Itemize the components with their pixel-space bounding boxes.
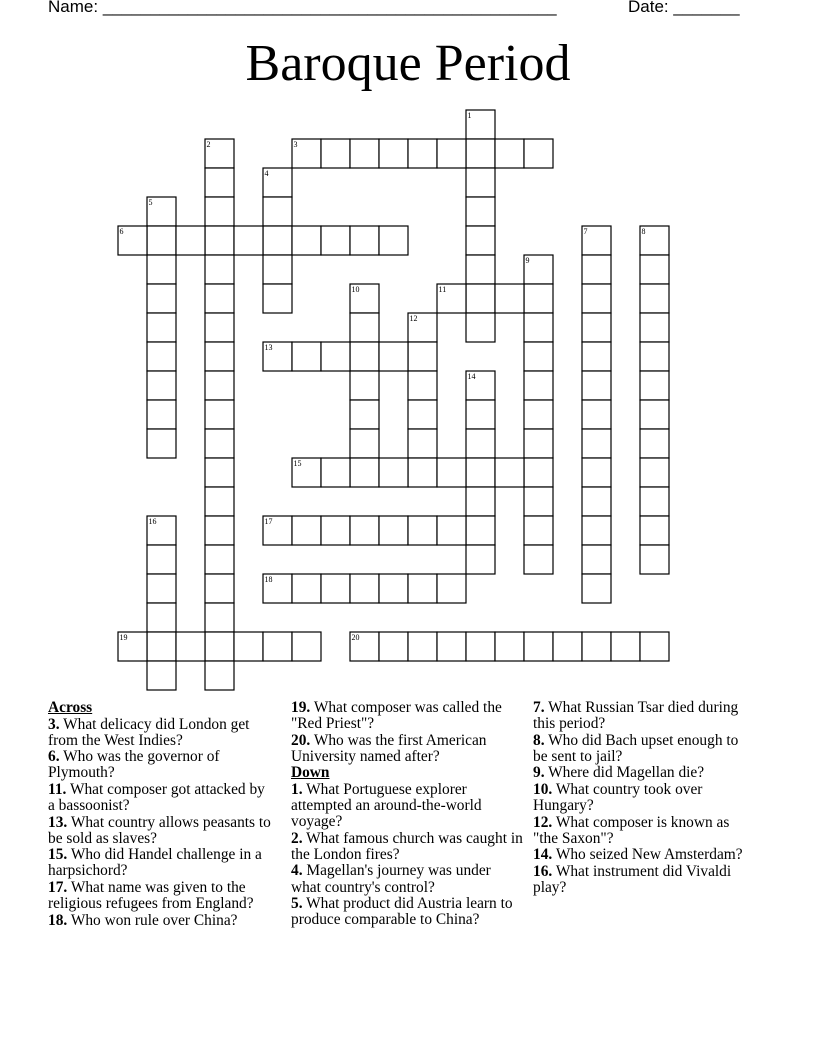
grid-cell[interactable] [263, 284, 292, 313]
grid-cell[interactable] [640, 632, 669, 661]
page-title: Baroque Period [245, 35, 571, 92]
grid-cell[interactable] [350, 458, 379, 487]
grid-cell[interactable] [437, 516, 466, 545]
grid-cell[interactable] [640, 400, 669, 429]
grid-cell[interactable] [524, 313, 553, 342]
grid-cell[interactable] [292, 574, 321, 603]
grid-cell[interactable] [350, 371, 379, 400]
clue-item [48, 815, 273, 847]
grid-cell[interactable] [437, 458, 466, 487]
grid-cell[interactable] [379, 342, 408, 371]
grid-cell[interactable] [147, 342, 176, 371]
grid-cell[interactable] [379, 574, 408, 603]
grid-cell[interactable] [205, 516, 234, 545]
grid-cell[interactable] [466, 313, 495, 342]
grid-cell[interactable] [205, 429, 234, 458]
grid-cell[interactable] [524, 371, 553, 400]
grid-cell[interactable] [437, 574, 466, 603]
clue-item [291, 700, 523, 732]
grid-cell[interactable] [582, 255, 611, 284]
grid-cell[interactable] [147, 429, 176, 458]
clue-item [48, 913, 273, 929]
clue-item [48, 717, 273, 749]
grid-cell[interactable] [466, 255, 495, 284]
grid-cell[interactable] [147, 284, 176, 313]
clue-item-text: Who seized New Amsterdam? [552, 846, 743, 864]
grid-cell[interactable] [234, 226, 263, 255]
grid-cell[interactable] [408, 371, 437, 400]
clue-item-number: 2. [291, 829, 303, 847]
clue-item [533, 765, 748, 781]
grid-cell[interactable] [640, 342, 669, 371]
grid-cell[interactable] [582, 574, 611, 603]
grid-cell[interactable] [524, 516, 553, 545]
clues-column-3 [533, 700, 748, 897]
grid-cell[interactable] [350, 400, 379, 429]
grid-cell[interactable] [321, 458, 350, 487]
clue-item-number: 10. [533, 780, 553, 798]
grid-cell[interactable] [263, 197, 292, 226]
grid-cell[interactable] [437, 632, 466, 661]
grid-cell[interactable] [582, 284, 611, 313]
clue-number: 13 [264, 343, 273, 352]
name-blank[interactable]: ________________________________________________ [102, 0, 557, 16]
grid-cell[interactable] [350, 139, 379, 168]
grid-cell[interactable] [582, 516, 611, 545]
clue-item-text: Who did Bach upset enough to be sent to jail? [533, 731, 739, 765]
clue-number: 1 [467, 111, 472, 120]
grid-cell[interactable] [640, 429, 669, 458]
grid-cell[interactable] [147, 661, 176, 690]
clue-item-number: 5. [291, 895, 303, 913]
grid-cell[interactable] [321, 516, 350, 545]
clue-item [48, 880, 273, 912]
clue-number: 11 [438, 285, 447, 294]
clue-item [291, 896, 523, 928]
grid-cell[interactable] [234, 632, 263, 661]
grid-cell[interactable] [350, 313, 379, 342]
clue-item-text: What product did Austria learn to produce comparable to China? [291, 895, 513, 929]
grid-cell[interactable] [379, 226, 408, 255]
clue-item [533, 733, 748, 765]
clue-item-text: What instrument did Vivaldi play? [533, 862, 732, 897]
grid-cell[interactable] [147, 255, 176, 284]
clue-item [48, 749, 273, 781]
clue-number: 4 [264, 169, 269, 178]
across-clue-list-2 [291, 700, 523, 765]
clue-item-text: Who was the first American University named after? [291, 731, 487, 765]
name-label: Name: [48, 0, 99, 16]
clue-number: 7 [583, 227, 588, 236]
grid-cell[interactable] [263, 226, 292, 255]
grid-cell[interactable] [466, 458, 495, 487]
grid-cell[interactable] [524, 342, 553, 371]
clue-number: 12 [409, 314, 418, 323]
grid-cell[interactable] [147, 371, 176, 400]
clue-item-number: 12. [533, 813, 553, 831]
clue-item-text: What famous church was caught in the London fires? [291, 829, 523, 863]
grid-cell[interactable] [466, 632, 495, 661]
clue-item-number: 20. [291, 731, 311, 749]
clue-item-text: What Russian Tsar died during this period? [533, 699, 739, 733]
grid-cell[interactable] [263, 255, 292, 284]
clue-item-text: What composer got attacked by a bassoonist? [48, 780, 265, 815]
grid-cell[interactable] [205, 226, 234, 255]
grid-cell[interactable] [640, 545, 669, 574]
clue-number: 16 [148, 517, 157, 526]
grid-cell[interactable] [466, 400, 495, 429]
clue-item [533, 815, 748, 847]
grid-cell[interactable] [640, 284, 669, 313]
clue-number: 18 [264, 575, 273, 584]
grid-cell[interactable] [205, 661, 234, 690]
clue-item [533, 864, 748, 896]
clue-item-number: 13. [48, 813, 68, 831]
grid-cell[interactable] [147, 313, 176, 342]
clue-item [291, 863, 523, 895]
grid-cell[interactable] [408, 574, 437, 603]
grid-cell[interactable] [582, 313, 611, 342]
grid-cell[interactable] [147, 545, 176, 574]
grid-cell[interactable] [582, 458, 611, 487]
grid-cell[interactable] [408, 139, 437, 168]
grid-cell[interactable] [524, 400, 553, 429]
grid-cell[interactable] [176, 632, 205, 661]
grid-cell[interactable] [321, 342, 350, 371]
grid-cell[interactable] [147, 632, 176, 661]
grid-cell[interactable] [582, 487, 611, 516]
clue-item-number: 6. [48, 748, 60, 766]
grid-cell[interactable] [524, 284, 553, 313]
clue-number: 14 [467, 372, 476, 381]
grid-cell[interactable] [524, 458, 553, 487]
grid-cell[interactable] [205, 632, 234, 661]
grid-cell[interactable] [205, 255, 234, 284]
grid-cell[interactable] [524, 429, 553, 458]
grid-cell[interactable] [408, 458, 437, 487]
grid-cell[interactable] [466, 516, 495, 545]
date-blank[interactable]: _______ [673, 0, 740, 16]
grid-cell[interactable] [495, 632, 524, 661]
grid-cell[interactable] [205, 400, 234, 429]
grid-cell[interactable] [205, 458, 234, 487]
clue-item-number: 9. [533, 764, 545, 782]
grid-cell[interactable] [495, 458, 524, 487]
down-clue-list-1 [291, 782, 523, 928]
grid-cell[interactable] [466, 197, 495, 226]
across-clue-list-1 [48, 717, 273, 929]
grid-cell[interactable] [524, 487, 553, 516]
clue-item-number: 14. [533, 846, 553, 864]
grid-cell[interactable] [147, 400, 176, 429]
grid-cell[interactable] [205, 545, 234, 574]
grid-cell[interactable] [205, 574, 234, 603]
grid-cell[interactable] [205, 603, 234, 632]
grid-cell[interactable] [379, 458, 408, 487]
grid-cell[interactable] [466, 429, 495, 458]
grid-cell[interactable] [524, 545, 553, 574]
clue-item [291, 831, 523, 863]
clue-number: 15 [293, 459, 302, 468]
grid-cell[interactable] [321, 139, 350, 168]
grid-cell[interactable] [408, 342, 437, 371]
grid-cell[interactable] [466, 284, 495, 313]
clue-item [533, 700, 748, 732]
grid-cell[interactable] [640, 255, 669, 284]
clue-item-number: 7. [533, 699, 545, 716]
grid-cell[interactable] [350, 516, 379, 545]
clues-column-1 [48, 700, 273, 929]
clue-item [291, 782, 523, 830]
grid-cell[interactable] [640, 487, 669, 516]
grid-cell[interactable] [263, 632, 292, 661]
clue-item-text: What composer is known as "the Saxon"? [533, 813, 730, 847]
grid-cell[interactable] [582, 632, 611, 661]
grid-cell[interactable] [292, 226, 321, 255]
grid-cell[interactable] [350, 574, 379, 603]
grid-cell[interactable] [524, 632, 553, 661]
grid-cell[interactable] [379, 632, 408, 661]
grid-cell[interactable] [408, 632, 437, 661]
date-label: Date: [628, 0, 669, 16]
grid-cell[interactable] [147, 603, 176, 632]
clue-item-number: 3. [48, 715, 60, 733]
clue-item-text: What delicacy did London get from the West Indies? [48, 715, 250, 749]
grid-cell[interactable] [205, 197, 234, 226]
grid-cell[interactable] [466, 487, 495, 516]
grid-cell[interactable] [408, 516, 437, 545]
grid-cell[interactable] [466, 226, 495, 255]
grid-cell[interactable] [205, 371, 234, 400]
grid-cell[interactable] [205, 168, 234, 197]
clue-number: 6 [119, 227, 124, 236]
clue-number: 5 [148, 198, 153, 207]
clue-item-number: 4. [291, 862, 303, 880]
clue-item-number: 15. [48, 846, 68, 864]
clue-item-number: 19. [291, 699, 311, 716]
clue-item-number: 1. [291, 780, 303, 798]
clue-item-text: What Portuguese explorer attempted an around-the-world voyage? [291, 780, 482, 831]
grid-cell[interactable] [640, 458, 669, 487]
grid-cell[interactable] [466, 545, 495, 574]
grid-cell[interactable] [582, 371, 611, 400]
grid-cell[interactable] [524, 139, 553, 168]
grid-cell[interactable] [437, 139, 466, 168]
clue-number: 20 [351, 633, 360, 642]
grid-cell[interactable] [350, 429, 379, 458]
grid-cell[interactable] [582, 545, 611, 574]
clue-item-number: 16. [533, 862, 553, 880]
grid-cell[interactable] [379, 516, 408, 545]
clue-item-text: Who won rule over China? [67, 911, 238, 929]
grid-cell[interactable] [408, 400, 437, 429]
grid-cell[interactable] [350, 342, 379, 371]
grid-cell[interactable] [466, 168, 495, 197]
grid-cell[interactable] [292, 632, 321, 661]
clue-item [48, 847, 273, 879]
down-heading: Down [291, 764, 330, 782]
clue-number: 17 [264, 517, 273, 526]
clue-item [533, 782, 748, 814]
clues-column-2 [291, 700, 523, 929]
clue-number: 8 [641, 227, 646, 236]
grid-cell[interactable] [582, 429, 611, 458]
clue-item [533, 847, 748, 863]
across-heading: Across [48, 699, 93, 716]
clue-number: 19 [119, 633, 128, 642]
clue-number: 9 [525, 256, 530, 265]
grid-cell[interactable] [553, 632, 582, 661]
grid-cell[interactable] [292, 516, 321, 545]
clue-number: 2 [206, 140, 211, 149]
grid-cell[interactable] [205, 313, 234, 342]
grid-cell[interactable] [321, 226, 350, 255]
grid-cell[interactable] [147, 226, 176, 255]
clue-item-text: What composer was called the "Red Priest"? [291, 699, 502, 733]
grid-cell[interactable] [611, 632, 640, 661]
clue-item-text: What name was given to the religious refugees from England? [48, 879, 254, 913]
grid-cell[interactable] [408, 429, 437, 458]
grid-cell[interactable] [640, 516, 669, 545]
grid-cell[interactable] [350, 226, 379, 255]
grid-cell[interactable] [205, 342, 234, 371]
clue-number: 3 [293, 140, 298, 149]
grid-cell[interactable] [640, 313, 669, 342]
grid-cell[interactable] [495, 284, 524, 313]
grid-cell[interactable] [321, 574, 350, 603]
clue-item-text: Who did Handel challenge in a harpsichord? [48, 846, 262, 880]
grid-cell[interactable] [205, 284, 234, 313]
grid-cell[interactable] [582, 342, 611, 371]
grid-cell[interactable] [292, 342, 321, 371]
clue-item-text: What country took over Hungary? [533, 780, 703, 815]
clue-number: 10 [351, 285, 360, 294]
clue-item-text: What country allows peasants to be sold as slaves? [48, 813, 271, 847]
down-clue-list-2 [533, 700, 748, 896]
grid-cell[interactable] [176, 226, 205, 255]
grid-cell[interactable] [495, 139, 524, 168]
clue-item-number: 18. [48, 911, 68, 929]
clue-item-number: 11. [48, 780, 67, 798]
grid-cell[interactable] [640, 371, 669, 400]
grid-cell[interactable] [205, 487, 234, 516]
grid-cell[interactable] [466, 139, 495, 168]
clue-item [48, 782, 273, 814]
grid-cell[interactable] [147, 574, 176, 603]
clue-item-text: Magellan's journey was under what country's control? [291, 862, 491, 896]
clue-item-text: Who was the governor of Plymouth? [48, 748, 220, 782]
clue-item-text: Where did Magellan die? [544, 764, 705, 782]
grid-cell[interactable] [582, 400, 611, 429]
clue-item-number: 8. [533, 731, 545, 749]
grid-cell[interactable] [379, 139, 408, 168]
clue-item-number: 17. [48, 879, 68, 897]
clue-item [291, 733, 523, 765]
